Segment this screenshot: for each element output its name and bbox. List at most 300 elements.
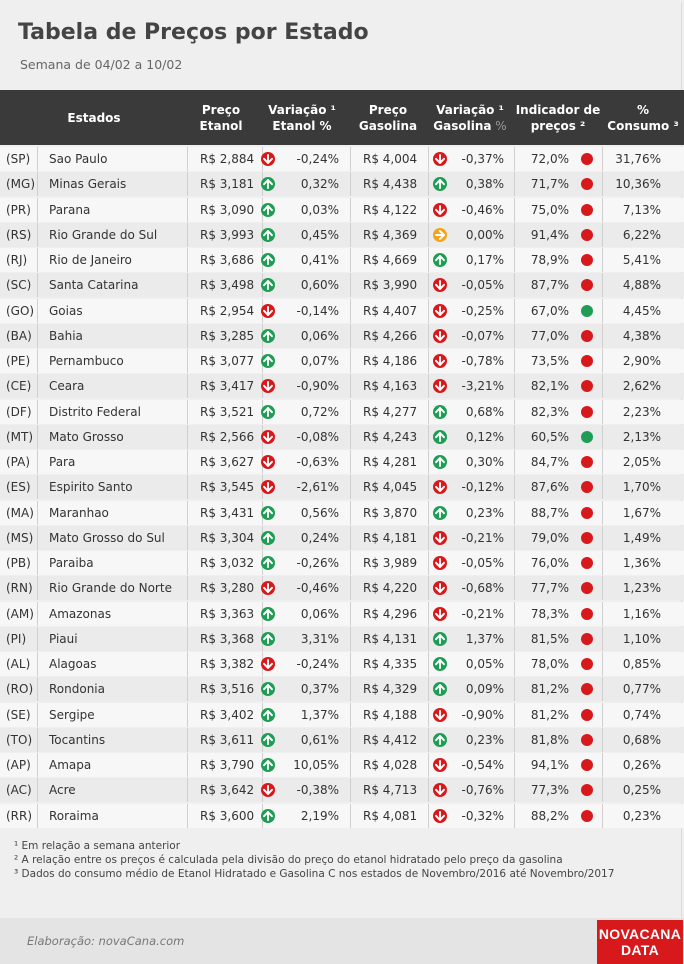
column-divider	[514, 223, 515, 247]
header-var-etanol-label: Variação ¹ Etanol %	[268, 102, 336, 133]
state-code: (AL)	[6, 657, 31, 671]
indicator-status-dot	[581, 734, 593, 746]
etanol-price: R$ 3,431	[200, 505, 255, 520]
indicator-status-dot	[581, 784, 593, 796]
column-divider	[428, 198, 429, 222]
price-indicator: 75,0%	[530, 202, 569, 217]
etanol-variation: -0,90%	[296, 379, 339, 394]
column-divider	[602, 677, 603, 701]
price-indicator: 87,7%	[530, 278, 569, 293]
gasolina-price: R$ 4,266	[363, 328, 418, 343]
column-divider	[602, 450, 603, 474]
etanol-variation: 0,61%	[300, 732, 339, 747]
etanol-price: R$ 3,627	[200, 455, 255, 469]
state-code: (PA)	[6, 455, 31, 469]
column-divider	[37, 576, 38, 600]
gasolina-price: R$ 4,669	[363, 253, 418, 267]
indicator-status-dot	[581, 532, 593, 544]
state-code: (GO)	[6, 303, 35, 318]
etanol-variation: 0,60%	[300, 278, 339, 293]
gasolina-price: R$ 4,412	[363, 732, 418, 747]
gasolina-variation: -3,21%	[461, 379, 504, 394]
column-divider	[602, 198, 603, 222]
column-divider	[514, 652, 515, 676]
column-divider	[350, 501, 351, 525]
column-divider	[428, 602, 429, 626]
column-divider	[37, 677, 38, 701]
column-divider	[428, 475, 429, 499]
etanol-variation: 0,56%	[300, 505, 339, 520]
column-divider	[602, 804, 603, 828]
column-divider	[187, 728, 188, 752]
etanol-variation: 0,06%	[300, 328, 339, 343]
etanol-price: R$ 3,285	[200, 328, 255, 343]
column-divider	[602, 248, 603, 272]
etanol-price: R$ 2,884	[200, 152, 255, 166]
column-divider	[514, 551, 515, 575]
column-divider	[187, 198, 188, 222]
column-divider	[602, 728, 603, 752]
column-divider	[187, 526, 188, 550]
price-indicator: 88,2%	[530, 808, 569, 823]
column-divider	[350, 677, 351, 701]
column-divider	[514, 703, 515, 727]
state-code: (SC)	[6, 278, 32, 293]
gasolina-variation: 0,09%	[465, 682, 504, 697]
consumption-share: 1,67%	[622, 505, 661, 520]
column-divider	[187, 223, 188, 247]
price-indicator: 81,5%	[530, 631, 569, 646]
column-divider	[187, 652, 188, 676]
column-divider	[187, 703, 188, 727]
column-divider	[350, 198, 351, 222]
column-divider	[350, 804, 351, 828]
footnote-3: ³ Dados do consumo médio de Etanol Hidratado e Gasolina C nos estados de Novembro/2016 até Novembro/2017	[14, 868, 615, 880]
gasolina-price: R$ 3,870	[363, 505, 418, 520]
etanol-variation: -0,24%	[296, 657, 339, 671]
consumption-share: 4,45%	[622, 303, 661, 318]
column-divider	[428, 627, 429, 651]
column-divider	[602, 475, 603, 499]
etanol-price: R$ 3,382	[200, 657, 255, 671]
table-row	[0, 172, 684, 196]
column-divider	[602, 501, 603, 525]
column-divider	[602, 576, 603, 600]
column-divider	[37, 551, 38, 575]
gasolina-price: R$ 4,335	[363, 657, 418, 671]
column-divider	[350, 703, 351, 727]
etanol-arrow-up-icon	[261, 531, 275, 545]
etanol-price: R$ 3,642	[200, 783, 255, 798]
column-divider	[428, 551, 429, 575]
table-row	[0, 273, 684, 297]
state-name: Mato Grosso do Sul	[49, 530, 165, 545]
gasolina-variation: -0,25%	[461, 303, 504, 318]
state-name: Alagoas	[49, 657, 97, 671]
column-divider	[514, 172, 515, 196]
column-divider	[428, 652, 429, 676]
column-divider	[428, 324, 429, 348]
indicator-status-dot	[581, 658, 593, 670]
column-divider	[514, 324, 515, 348]
etanol-arrow-down-icon	[261, 430, 275, 444]
etanol-price: R$ 3,402	[200, 707, 255, 722]
consumption-share: 1,36%	[622, 556, 661, 570]
column-divider	[37, 248, 38, 272]
price-indicator: 78,0%	[530, 657, 569, 671]
column-divider	[428, 501, 429, 525]
gasolina-variation: -0,12%	[461, 480, 504, 495]
indicator-status-dot	[581, 406, 593, 418]
etanol-arrow-up-icon	[261, 758, 275, 772]
column-divider	[187, 475, 188, 499]
indicator-status-dot	[581, 633, 593, 645]
consumption-share: 0,23%	[622, 808, 661, 823]
gasolina-variation: 0,00%	[465, 227, 504, 242]
column-divider	[602, 526, 603, 550]
state-code: (RS)	[6, 227, 32, 242]
etanol-arrow-up-icon	[261, 203, 275, 217]
consumption-share: 4,38%	[622, 328, 661, 343]
credit-bar	[0, 918, 684, 964]
indicator-status-dot	[581, 380, 593, 392]
table-row	[0, 602, 684, 626]
column-divider	[428, 299, 429, 323]
header-indicador-label: Indicador de preços ²	[515, 102, 601, 133]
column-divider	[350, 576, 351, 600]
consumption-share: 6,22%	[622, 227, 661, 242]
column-divider	[514, 677, 515, 701]
table-row	[0, 652, 684, 676]
etanol-variation: -0,38%	[296, 783, 339, 798]
price-indicator: 84,7%	[530, 455, 569, 469]
gasolina-price: R$ 4,407	[363, 303, 418, 318]
gasolina-variation: -0,32%	[461, 808, 504, 823]
etanol-price: R$ 3,417	[200, 379, 255, 394]
indicator-status-dot	[581, 582, 593, 594]
column-divider	[187, 753, 188, 777]
state-name: Amapa	[49, 758, 92, 772]
gasolina-arrow-up-icon	[433, 430, 447, 444]
column-divider	[428, 450, 429, 474]
price-indicator: 91,4%	[530, 227, 569, 242]
consumption-share: 2,23%	[622, 404, 661, 419]
etanol-arrow-up-icon	[261, 556, 275, 570]
column-divider	[350, 728, 351, 752]
gasolina-price: R$ 4,045	[363, 480, 418, 495]
column-divider	[350, 526, 351, 550]
indicator-status-dot	[581, 330, 593, 342]
column-divider	[350, 425, 351, 449]
etanol-price: R$ 3,521	[200, 404, 255, 419]
consumption-share: 0,26%	[622, 758, 661, 772]
etanol-variation: 0,03%	[300, 202, 339, 217]
table-row	[0, 475, 684, 499]
gasolina-price: R$ 4,281	[363, 455, 418, 469]
column-divider	[602, 551, 603, 575]
gasolina-arrow-down-icon	[433, 354, 447, 368]
column-divider	[602, 273, 603, 297]
etanol-price: R$ 3,790	[200, 758, 255, 772]
column-divider	[514, 475, 515, 499]
indicator-status-dot	[581, 279, 593, 291]
etanol-arrow-down-icon	[261, 657, 275, 671]
column-divider	[37, 349, 38, 373]
state-name: Rio de Janeiro	[49, 253, 132, 267]
gasolina-variation: -0,37%	[461, 152, 504, 166]
header-preco-etanol-label: Preço Etanol	[199, 102, 243, 133]
table-row	[0, 728, 684, 752]
column-divider	[350, 652, 351, 676]
price-indicator: 77,7%	[530, 581, 569, 596]
etanol-arrow-down-icon	[261, 304, 275, 318]
column-divider	[514, 349, 515, 373]
gasolina-price: R$ 4,081	[363, 808, 418, 823]
etanol-price: R$ 3,304	[200, 530, 255, 545]
gasolina-variation: 0,68%	[465, 404, 504, 419]
column-divider	[187, 551, 188, 575]
column-divider	[37, 627, 38, 651]
price-indicator: 77,3%	[530, 783, 569, 798]
column-divider	[428, 223, 429, 247]
indicator-status-dot	[581, 204, 593, 216]
etanol-price: R$ 3,686	[200, 253, 255, 267]
state-name: Ceara	[49, 379, 85, 394]
gasolina-variation: 0,23%	[465, 732, 504, 747]
footnote-2: ² A relação entre os preços é calculada pela divisão do preço do etanol hidratado pelo preço da gasolina	[14, 854, 563, 866]
table-row	[0, 804, 684, 828]
indicator-status-dot	[581, 355, 593, 367]
consumption-share: 0,25%	[622, 783, 661, 798]
etanol-arrow-up-icon	[261, 253, 275, 267]
column-divider	[37, 147, 38, 171]
table-row	[0, 526, 684, 550]
gasolina-arrow-right-icon	[433, 228, 447, 242]
gasolina-price: R$ 3,989	[363, 556, 418, 570]
consumption-share: 1,23%	[622, 581, 661, 596]
table-row	[0, 576, 684, 600]
etanol-variation: 0,37%	[300, 682, 339, 697]
column-divider	[37, 172, 38, 196]
price-indicator: 94,1%	[530, 758, 569, 772]
etanol-arrow-down-icon	[261, 455, 275, 469]
state-name: Bahia	[49, 328, 83, 343]
header-estados-label: Estados	[67, 110, 121, 125]
column-divider	[602, 602, 603, 626]
gasolina-arrow-down-icon	[433, 607, 447, 621]
state-code: (CE)	[6, 379, 32, 394]
price-indicator: 81,2%	[530, 707, 569, 722]
table-row	[0, 324, 684, 348]
column-divider	[187, 172, 188, 196]
consumption-share: 2,13%	[622, 429, 661, 444]
column-divider	[350, 602, 351, 626]
gasolina-variation: -0,90%	[461, 707, 504, 722]
indicator-status-dot	[581, 507, 593, 519]
gasolina-arrow-down-icon	[433, 203, 447, 217]
state-name: Rio Grande do Norte	[49, 581, 172, 596]
gasolina-variation: -0,76%	[461, 783, 504, 798]
column-divider	[428, 349, 429, 373]
consumption-share: 2,90%	[622, 354, 661, 368]
column-divider	[602, 349, 603, 373]
page-title: Tabela de Preços por Estado	[18, 20, 369, 45]
indicator-status-dot	[581, 683, 593, 695]
column-divider	[37, 273, 38, 297]
state-name: Acre	[49, 783, 76, 798]
header-var-gasolina-label: Variação ¹ Gasolina	[433, 102, 504, 133]
footnote-1: ¹ Em relação a semana anterior	[14, 840, 181, 852]
etanol-variation: 0,45%	[300, 227, 339, 242]
state-code: (PB)	[6, 556, 31, 570]
column-divider	[350, 778, 351, 802]
indicator-status-dot	[581, 153, 593, 165]
gasolina-variation: 1,37%	[465, 631, 504, 646]
column-divider	[602, 299, 603, 323]
indicator-status-dot	[581, 810, 593, 822]
column-divider	[602, 172, 603, 196]
state-name: Distrito Federal	[49, 404, 141, 419]
state-code: (SP)	[6, 152, 31, 166]
credit-text: Elaboração: novaCana.com	[27, 934, 185, 948]
gasolina-arrow-up-icon	[433, 253, 447, 267]
etanol-variation: -0,26%	[296, 556, 339, 570]
state-code: (DF)	[6, 404, 32, 419]
gasolina-arrow-down-icon	[433, 531, 447, 545]
column-divider	[514, 602, 515, 626]
gasolina-variation: -0,21%	[461, 530, 504, 545]
etanol-price: R$ 3,077	[200, 354, 255, 368]
etanol-arrow-down-icon	[261, 480, 275, 494]
etanol-variation: 0,72%	[300, 404, 339, 419]
gasolina-price: R$ 4,188	[363, 707, 418, 722]
gasolina-price: R$ 4,163	[363, 379, 418, 394]
column-divider	[428, 753, 429, 777]
etanol-arrow-up-icon	[261, 632, 275, 646]
state-name: Rio Grande do Sul	[49, 227, 158, 242]
price-indicator: 78,9%	[530, 253, 569, 267]
etanol-price: R$ 2,954	[200, 303, 255, 318]
column-divider	[187, 273, 188, 297]
column-divider	[602, 223, 603, 247]
gasolina-arrow-down-icon	[433, 758, 447, 772]
column-divider	[187, 299, 188, 323]
column-divider	[428, 425, 429, 449]
indicator-status-dot	[581, 431, 593, 443]
gasolina-variation: -0,05%	[461, 278, 504, 293]
etanol-variation: -0,24%	[296, 152, 339, 166]
column-divider	[37, 526, 38, 550]
header-indicador	[514, 90, 602, 145]
column-divider	[350, 349, 351, 373]
table-row	[0, 501, 684, 525]
price-indicator: 71,7%	[530, 177, 569, 192]
consumption-share: 2,05%	[622, 455, 661, 469]
state-name: Amazonas	[49, 606, 112, 621]
column-divider	[37, 501, 38, 525]
column-divider	[187, 576, 188, 600]
column-divider	[37, 450, 38, 474]
state-name: Piaui	[49, 631, 78, 646]
etanol-price: R$ 3,611	[200, 732, 255, 747]
column-divider	[514, 248, 515, 272]
price-indicator: 60,5%	[530, 429, 569, 444]
gasolina-variation: -0,07%	[461, 328, 504, 343]
table-row	[0, 551, 684, 575]
etanol-arrow-up-icon	[261, 354, 275, 368]
gasolina-arrow-down-icon	[433, 480, 447, 494]
state-code: (ES)	[6, 480, 31, 495]
gasolina-arrow-down-icon	[433, 278, 447, 292]
etanol-arrow-up-icon	[261, 405, 275, 419]
gasolina-variation: 0,17%	[465, 253, 504, 267]
column-divider	[187, 147, 188, 171]
etanol-variation: -0,14%	[296, 303, 339, 318]
price-indicator: 87,6%	[530, 480, 569, 495]
gasolina-arrow-down-icon	[433, 708, 447, 722]
column-divider	[350, 753, 351, 777]
gasolina-arrow-down-icon	[433, 809, 447, 823]
column-divider	[602, 147, 603, 171]
indicator-status-dot	[581, 229, 593, 241]
indicator-status-dot	[581, 305, 593, 317]
gasolina-variation: -0,68%	[461, 581, 504, 596]
etanol-arrow-up-icon	[261, 177, 275, 191]
column-divider	[187, 602, 188, 626]
column-divider	[37, 703, 38, 727]
etanol-variation: -2,61%	[296, 480, 339, 495]
price-indicator: 82,3%	[530, 404, 569, 419]
column-divider	[187, 627, 188, 651]
etanol-price: R$ 2,566	[200, 429, 255, 444]
column-divider	[350, 475, 351, 499]
column-divider	[514, 147, 515, 171]
table-row	[0, 450, 684, 474]
indicator-status-dot	[581, 759, 593, 771]
gasolina-arrow-up-icon	[433, 657, 447, 671]
gasolina-price: R$ 4,713	[363, 783, 418, 798]
column-divider	[350, 223, 351, 247]
column-divider	[514, 450, 515, 474]
consumption-share: 1,49%	[622, 530, 661, 545]
state-code: (MG)	[6, 177, 36, 192]
column-divider	[37, 198, 38, 222]
table-row	[0, 198, 684, 222]
column-divider	[514, 804, 515, 828]
state-name: Mato Grosso	[49, 429, 124, 444]
consumption-share: 10,36%	[615, 177, 661, 192]
price-indicator: 88,7%	[530, 505, 569, 520]
column-divider	[350, 273, 351, 297]
consumption-share: 7,13%	[622, 202, 661, 217]
etanol-variation: 0,07%	[300, 354, 339, 368]
novacana-data-logo	[597, 920, 683, 964]
state-code: (PR)	[6, 202, 31, 217]
gasolina-arrow-up-icon	[433, 682, 447, 696]
etanol-price: R$ 3,993	[200, 227, 255, 242]
consumption-share: 0,74%	[622, 707, 661, 722]
column-divider	[602, 324, 603, 348]
column-divider	[350, 324, 351, 348]
column-divider	[428, 703, 429, 727]
gasolina-arrow-up-icon	[433, 632, 447, 646]
price-indicator: 73,5%	[530, 354, 569, 368]
footnotes	[14, 839, 614, 881]
state-name: Santa Catarina	[49, 278, 139, 293]
etanol-arrow-up-icon	[261, 506, 275, 520]
etanol-arrow-up-icon	[261, 682, 275, 696]
state-name: Roraima	[49, 808, 99, 823]
